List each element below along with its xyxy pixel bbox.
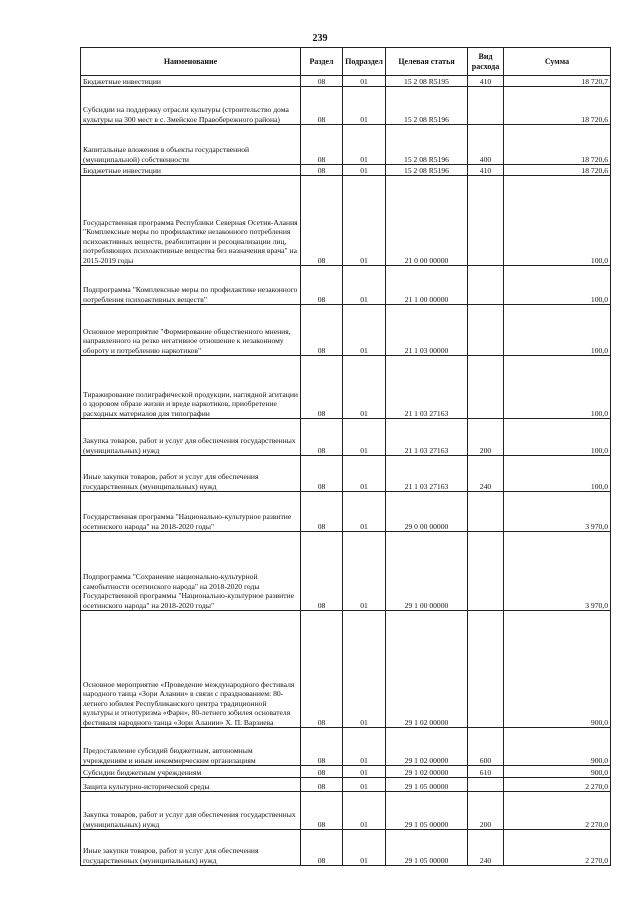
row-section: 08 bbox=[301, 492, 343, 532]
row-section: 08 bbox=[301, 76, 343, 87]
row-target: 21 1 03 27163 bbox=[386, 419, 468, 456]
row-name: Тиражирование полиграфической продукции, наглядной агитации о здоровом образе жизни и вреде наркотиков, приобретение расходных материалов для типографии bbox=[81, 356, 301, 419]
row-sum: 3 970,0 bbox=[504, 492, 611, 532]
row-sum: 18 720,6 bbox=[504, 125, 611, 165]
row-section: 08 bbox=[301, 830, 343, 866]
row-subsection: 01 bbox=[343, 792, 386, 830]
row-subsection: 01 bbox=[343, 176, 386, 266]
row-target: 29 1 05 00000 bbox=[386, 778, 468, 792]
table-row bbox=[81, 611, 611, 728]
table-row bbox=[81, 419, 611, 456]
row-target: 21 0 00 00000 bbox=[386, 176, 468, 266]
row-sum: 18 720,6 bbox=[504, 165, 611, 176]
row-section: 08 bbox=[301, 532, 343, 611]
table-row bbox=[81, 305, 611, 356]
budget-table bbox=[80, 47, 611, 866]
row-sum: 100,0 bbox=[504, 266, 611, 305]
row-name: Государственная программа "Национально-культурное развитие осетинского народа" на 2018-2020 годы" bbox=[81, 492, 301, 532]
header-sum: Сумма bbox=[504, 48, 611, 76]
page-number: 239 bbox=[312, 33, 328, 44]
row-expense bbox=[468, 176, 504, 266]
table-row bbox=[81, 728, 611, 766]
row-subsection: 01 bbox=[343, 532, 386, 611]
row-expense: 240 bbox=[468, 456, 504, 492]
row-name: Бюджетные инвестиции bbox=[81, 165, 301, 176]
row-subsection: 01 bbox=[343, 492, 386, 532]
row-section: 08 bbox=[301, 266, 343, 305]
table-header-row bbox=[81, 48, 611, 76]
row-section: 08 bbox=[301, 611, 343, 728]
row-section: 08 bbox=[301, 419, 343, 456]
row-subsection: 01 bbox=[343, 165, 386, 176]
table-row bbox=[81, 492, 611, 532]
row-expense bbox=[468, 611, 504, 728]
header-name: Наименование bbox=[81, 48, 301, 76]
row-expense bbox=[468, 87, 504, 125]
row-subsection: 01 bbox=[343, 611, 386, 728]
row-subsection: 01 bbox=[343, 728, 386, 766]
row-section: 08 bbox=[301, 778, 343, 792]
row-section: 08 bbox=[301, 728, 343, 766]
row-expense bbox=[468, 305, 504, 356]
row-target: 29 0 00 00000 bbox=[386, 492, 468, 532]
row-name: Основное мероприятие «Проведение международного фестиваля народного танца «Зори Алании» в связи с празднованием: 80-летнего юбилея Республиканского центра традиционной культуры и этнотуризма «Фарн», 80-летнего юбилея основателя фестиваля народного танца «Зори Алании» Х. П. Варзиева bbox=[81, 611, 301, 728]
row-subsection: 01 bbox=[343, 456, 386, 492]
row-target: 21 1 00 00000 bbox=[386, 266, 468, 305]
row-name: Подпрограмма "Сохранение национально-культурной самобытности осетинского народа" на 2018-2020 годы Государственной программы "Национально-культурное развитие осетинского народа" на 2018-2020 годы" bbox=[81, 532, 301, 611]
table-row bbox=[81, 76, 611, 87]
row-expense bbox=[468, 356, 504, 419]
row-target: 29 1 02 00000 bbox=[386, 728, 468, 766]
row-expense: 200 bbox=[468, 792, 504, 830]
row-name: Подпрограмма "Комплексные меры по профилактике незаконного потребления психоактивных веществ" bbox=[81, 266, 301, 305]
row-name: Закупка товаров, работ и услуг для обеспечения государственных (муниципальных) нужд bbox=[81, 419, 301, 456]
row-section: 08 bbox=[301, 176, 343, 266]
row-target: 21 1 03 00000 bbox=[386, 305, 468, 356]
row-expense bbox=[468, 266, 504, 305]
header-expense: Вид расхода bbox=[468, 48, 504, 76]
row-subsection: 01 bbox=[343, 830, 386, 866]
row-name: Закупка товаров, работ и услуг для обеспечения государственных (муниципальных) нужд bbox=[81, 792, 301, 830]
row-subsection: 01 bbox=[343, 356, 386, 419]
table-row bbox=[81, 125, 611, 165]
row-sum: 900,0 bbox=[504, 766, 611, 778]
table-row bbox=[81, 266, 611, 305]
row-section: 08 bbox=[301, 87, 343, 125]
row-target: 29 1 02 00000 bbox=[386, 766, 468, 778]
row-expense bbox=[468, 492, 504, 532]
row-target: 15 2 08 R5196 bbox=[386, 87, 468, 125]
row-section: 08 bbox=[301, 356, 343, 419]
row-section: 08 bbox=[301, 165, 343, 176]
row-section: 08 bbox=[301, 125, 343, 165]
row-expense bbox=[468, 778, 504, 792]
row-sum: 2 270,0 bbox=[504, 778, 611, 792]
row-sum: 3 970,0 bbox=[504, 532, 611, 611]
row-name: Субсидии на поддержку отрасли культуры (строительство дома культуры на 300 мест в с. Змейское Правобережного района) bbox=[81, 87, 301, 125]
row-target: 29 1 05 00000 bbox=[386, 830, 468, 866]
row-section: 08 bbox=[301, 766, 343, 778]
row-name: Предоставление субсидий бюджетным, автономным учреждениям и иным некоммерческим организациям bbox=[81, 728, 301, 766]
table-row bbox=[81, 165, 611, 176]
row-sum: 2 270,0 bbox=[504, 792, 611, 830]
row-expense: 240 bbox=[468, 830, 504, 866]
row-expense: 600 bbox=[468, 728, 504, 766]
table-row bbox=[81, 778, 611, 792]
row-name: Иные закупки товаров, работ и услуг для обеспечения государственных (муниципальных) нужд bbox=[81, 830, 301, 866]
header-target: Целевая статья bbox=[386, 48, 468, 76]
row-target: 21 1 03 27163 bbox=[386, 456, 468, 492]
row-target: 29 1 00 00000 bbox=[386, 532, 468, 611]
row-target: 29 1 05 00000 bbox=[386, 792, 468, 830]
row-subsection: 01 bbox=[343, 766, 386, 778]
row-sum: 100,0 bbox=[504, 456, 611, 492]
row-subsection: 01 bbox=[343, 76, 386, 87]
row-expense: 410 bbox=[468, 165, 504, 176]
row-subsection: 01 bbox=[343, 266, 386, 305]
row-sum: 18 720,6 bbox=[504, 87, 611, 125]
table-row bbox=[81, 766, 611, 778]
row-sum: 100,0 bbox=[504, 305, 611, 356]
row-target: 15 2 08 R5195 bbox=[386, 76, 468, 87]
row-sum: 2 270,0 bbox=[504, 830, 611, 866]
row-expense: 610 bbox=[468, 766, 504, 778]
row-target: 29 1 02 00000 bbox=[386, 611, 468, 728]
row-subsection: 01 bbox=[343, 87, 386, 125]
row-sum: 900,0 bbox=[504, 611, 611, 728]
row-name: Капитальные вложения в объекты государственной (муниципальной) собственности bbox=[81, 125, 301, 165]
row-name: Основное мероприятие "Формирование общественного мнения, направленного на резко негативное отношение к незаконному обороту и потреблению наркотиков" bbox=[81, 305, 301, 356]
row-section: 08 bbox=[301, 456, 343, 492]
row-sum: 100,0 bbox=[504, 356, 611, 419]
row-target: 15 2 08 R5196 bbox=[386, 165, 468, 176]
header-section: Раздел bbox=[301, 48, 343, 76]
row-sum: 100,0 bbox=[504, 419, 611, 456]
row-target: 15 2 08 R5196 bbox=[386, 125, 468, 165]
row-expense: 410 bbox=[468, 76, 504, 87]
row-expense: 400 bbox=[468, 125, 504, 165]
table-row bbox=[81, 176, 611, 266]
row-name: Субсидии бюджетным учреждениям bbox=[81, 766, 301, 778]
row-expense: 200 bbox=[468, 419, 504, 456]
row-sum: 100,0 bbox=[504, 176, 611, 266]
row-sum: 18 720,7 bbox=[504, 76, 611, 87]
row-subsection: 01 bbox=[343, 778, 386, 792]
header-subsection: Подраздел bbox=[343, 48, 386, 76]
row-section: 08 bbox=[301, 305, 343, 356]
row-name: Иные закупки товаров, работ и услуг для обеспечения государственных (муниципальных) нужд bbox=[81, 456, 301, 492]
row-subsection: 01 bbox=[343, 125, 386, 165]
row-sum: 900,0 bbox=[504, 728, 611, 766]
row-subsection: 01 bbox=[343, 419, 386, 456]
table-row bbox=[81, 830, 611, 866]
table-row bbox=[81, 532, 611, 611]
row-name: Бюджетные инвестиции bbox=[81, 76, 301, 87]
table-row bbox=[81, 456, 611, 492]
row-name: Государственная программа Республики Северная Осетия-Алания "Комплексные меры по профилактике незаконного потребления психоактивных веществ, реабилитации и ресоциализации лиц, потребляющих психоактивные вещества без назначения врача" на 2015-2019 годы bbox=[81, 176, 301, 266]
table-row bbox=[81, 87, 611, 125]
row-name: Защита культурно-исторической среды bbox=[81, 778, 301, 792]
table-row bbox=[81, 356, 611, 419]
table-row bbox=[81, 792, 611, 830]
row-section: 08 bbox=[301, 792, 343, 830]
row-expense bbox=[468, 532, 504, 611]
row-subsection: 01 bbox=[343, 305, 386, 356]
row-target: 21 1 03 27163 bbox=[386, 356, 468, 419]
